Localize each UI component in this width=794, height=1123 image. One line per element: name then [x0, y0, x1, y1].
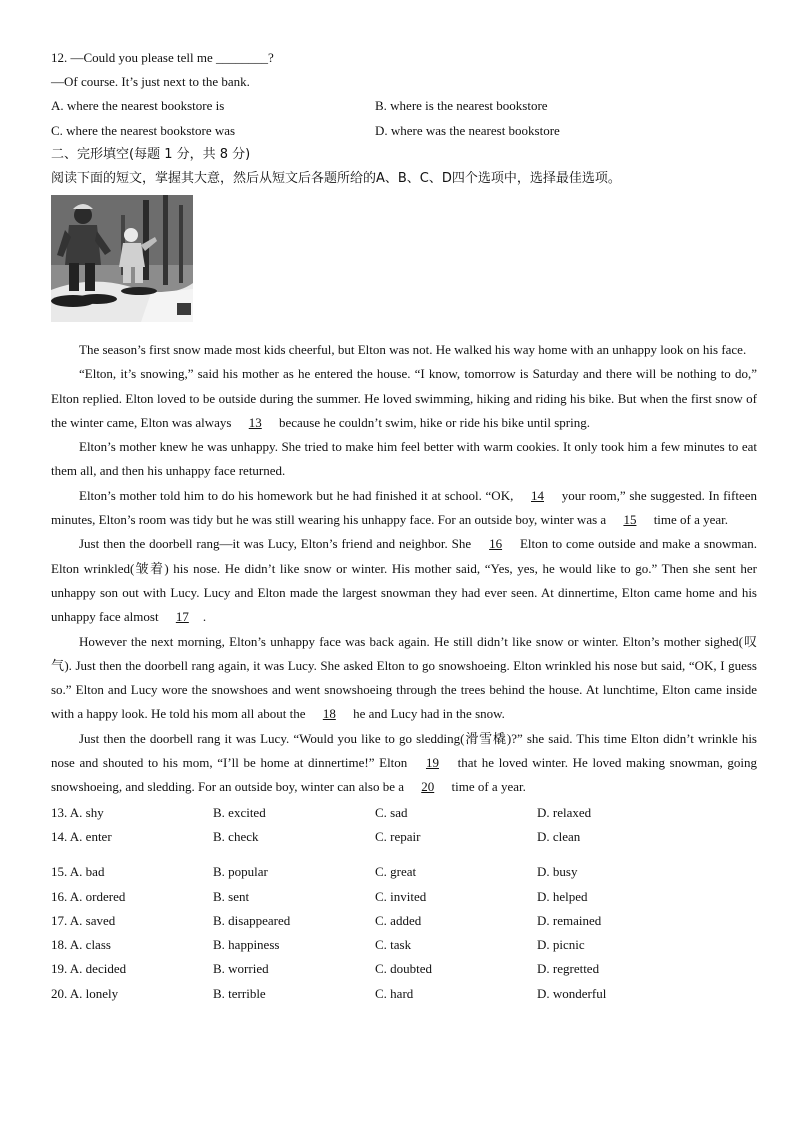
q12-options-row-2: [51, 119, 757, 144]
choice-d: D. clean: [537, 828, 581, 844]
choice-d: D. regretted: [537, 961, 600, 977]
passage-paragraph-4: [51, 484, 757, 533]
choice-a: 19. A. decided: [51, 961, 127, 977]
blank-15: 15: [623, 512, 637, 528]
q12-option-b: B. where is the nearest bookstore: [375, 98, 548, 113]
choice-a: 15. A. bad: [51, 864, 105, 880]
cloze-passage: [51, 338, 757, 800]
choice-d: D. helped: [537, 888, 588, 904]
passage-text: The season’s first snow made most kids cheerful, but Elton was not. He walked his way home with an unhappy look on his face.: [79, 342, 747, 357]
blank-17: 17: [175, 609, 189, 625]
passage-text: that he loved winter. He loved making snowman, going snowshoeing, and sledding. For an outside boy, winter can also be a: [51, 755, 758, 795]
passage-text: time of a year.: [448, 779, 526, 795]
passage-text: Just then the doorbell rang—it was Lucy, Elton’s friend and neighbor. She: [79, 536, 476, 552]
passage-text: Elton’s mother told him to do his homework but he had finished it at school. “OK,: [79, 487, 518, 503]
choice-b: B. terrible: [213, 985, 266, 1001]
choice-b: B. popular: [213, 864, 268, 880]
passage-paragraph-1: [51, 338, 757, 362]
passage-text: However the next morning, Elton’s unhappy face was back again. He still didn’t like snow or winter. Elton’s mother sighed(叹气). Just then the doorbell rang again, it was Lucy. She asked Elton to go snowshoeing. Elton wrinkled his nose but said, “OK, I guess so.” Elton and Lucy wore the snowshoes and went snowshoeing through the trees behind the house. At lunchtime, Elton came inside with a happy look. He told his mom all about the: [51, 633, 757, 722]
passage-text: he and Lucy had in the snow.: [349, 706, 505, 722]
blank-19: 19: [425, 755, 439, 771]
choice-row-13: [51, 801, 757, 825]
choice-b: B. sent: [213, 888, 250, 904]
choice-d: D. relaxed: [537, 804, 592, 820]
choice-row-19: [51, 957, 757, 981]
choice-c: C. hard: [375, 985, 414, 1001]
choice-b: B. disappeared: [213, 912, 291, 928]
choice-c: C. great: [375, 864, 417, 880]
choice-b: B. check: [213, 828, 259, 844]
blank-20: 20: [421, 779, 435, 795]
passage-text: your room,” she suggested. In fifteen minutes, Elton’s room was tidy but he was still wearing his unhappy face. For an outside boy, winter was a: [51, 487, 757, 528]
blank-14: 14: [531, 487, 545, 503]
choice-c: C. task: [375, 937, 412, 953]
choice-c: C. doubted: [375, 961, 433, 977]
choice-a: 17. A. saved: [51, 912, 116, 928]
choice-row-14: [51, 825, 757, 849]
choice-b: B. worried: [213, 961, 269, 977]
choice-c: C. added: [375, 912, 422, 928]
choice-d: D. busy: [537, 864, 578, 880]
blank-18: 18: [322, 706, 336, 722]
choice-a: 20. A. lonely: [51, 985, 119, 1001]
section-heading: 二、完形填空(每题 1 分，共 8 分): [51, 147, 251, 162]
passage-paragraph-2: [51, 362, 757, 435]
passage-text: Elton to come outside and make a snowman. Elton wrinkled(皱着) his nose. He didn’t like snow or winter. His mother said, “Yes, yes, he would like to go.” Then she sent her unhappy son out with Lucy. Lucy and Elton made the largest snowman they had ever seen. At dinnertime, Elton came home and his unhappy face almost: [51, 536, 757, 625]
q12-option-d: D. where was the nearest bookstore: [375, 122, 560, 138]
passage-paragraph-3: [51, 435, 757, 484]
choice-row-20: [51, 982, 757, 1006]
choice-b: B. excited: [213, 804, 266, 820]
q12-stem: 12. —Could you please tell me ________?: [51, 50, 274, 65]
q12-option-a: A. where the nearest bookstore is: [51, 98, 225, 113]
choice-d: D. wonderful: [537, 985, 607, 1001]
passage-text: .: [202, 609, 207, 625]
section-instruction: 阅读下面的短文，掌握其大意，然后从短文后各题所给的A、B、C、D四个选项中，选择最佳选项。: [51, 171, 621, 186]
choice-a: 14. A. enter: [51, 828, 112, 844]
choice-d: D. remained: [537, 912, 602, 928]
choice-c: C. invited: [375, 888, 427, 904]
q12-options-row-1: [51, 94, 757, 119]
choice-a: 18. A. class: [51, 937, 111, 953]
passage-text: time of a year.: [650, 512, 729, 528]
choice-c: C. sad: [375, 804, 408, 820]
choice-d: D. picnic: [537, 937, 585, 953]
passage-paragraph-7: [51, 727, 757, 800]
blank-13: 13: [248, 414, 262, 430]
passage-paragraph-5: [51, 532, 757, 629]
exam-page: [51, 46, 757, 1006]
snow-scene-image: [51, 195, 193, 322]
choice-row-17: [51, 909, 757, 933]
choice-row-16: [51, 885, 757, 909]
passage-text: Elton’s mother knew he was unhappy. She tried to make him feel better with warm cookies. It only took him a few minutes to eat them all, and then his unhappy face returned.: [51, 439, 757, 479]
choice-row-18: [51, 933, 757, 957]
blank-16: 16: [489, 536, 503, 552]
q12-answer-line: —Of course. It’s just next to the bank.: [51, 74, 250, 89]
choice-a: 13. A. shy: [51, 804, 104, 820]
passage-text: because he couldn’t swim, hike or ride his bike until spring.: [275, 414, 590, 430]
snow-kids-illustration: [51, 195, 193, 322]
choice-b: B. happiness: [213, 937, 280, 953]
cloze-choices: [51, 801, 757, 1006]
choice-row-15: [51, 860, 757, 884]
passage-text: Just then the doorbell rang it was Lucy. “Would you like to go sledding(滑雪橇)?” she said. This time Elton didn’t wrinkle his nose and shouted to his mom, “I’ll be home at dinnertime!” Elton: [51, 730, 757, 771]
choices-spacer: [51, 849, 757, 860]
q12-option-c: C. where the nearest bookstore was: [51, 122, 236, 138]
choice-a: 16. A. ordered: [51, 888, 126, 904]
passage-text: “Elton, it’s snowing,” said his mother as he entered the house. “I know, tomorrow is Saturday and there will be nothing to do,” Elton replied. Elton loved to be outside during the summer. He loved swimming, hiking and riding his bike. But when the first snow of the winter came, Elton was always: [51, 366, 757, 430]
choice-c: C. repair: [375, 828, 421, 844]
passage-paragraph-6: [51, 630, 757, 727]
